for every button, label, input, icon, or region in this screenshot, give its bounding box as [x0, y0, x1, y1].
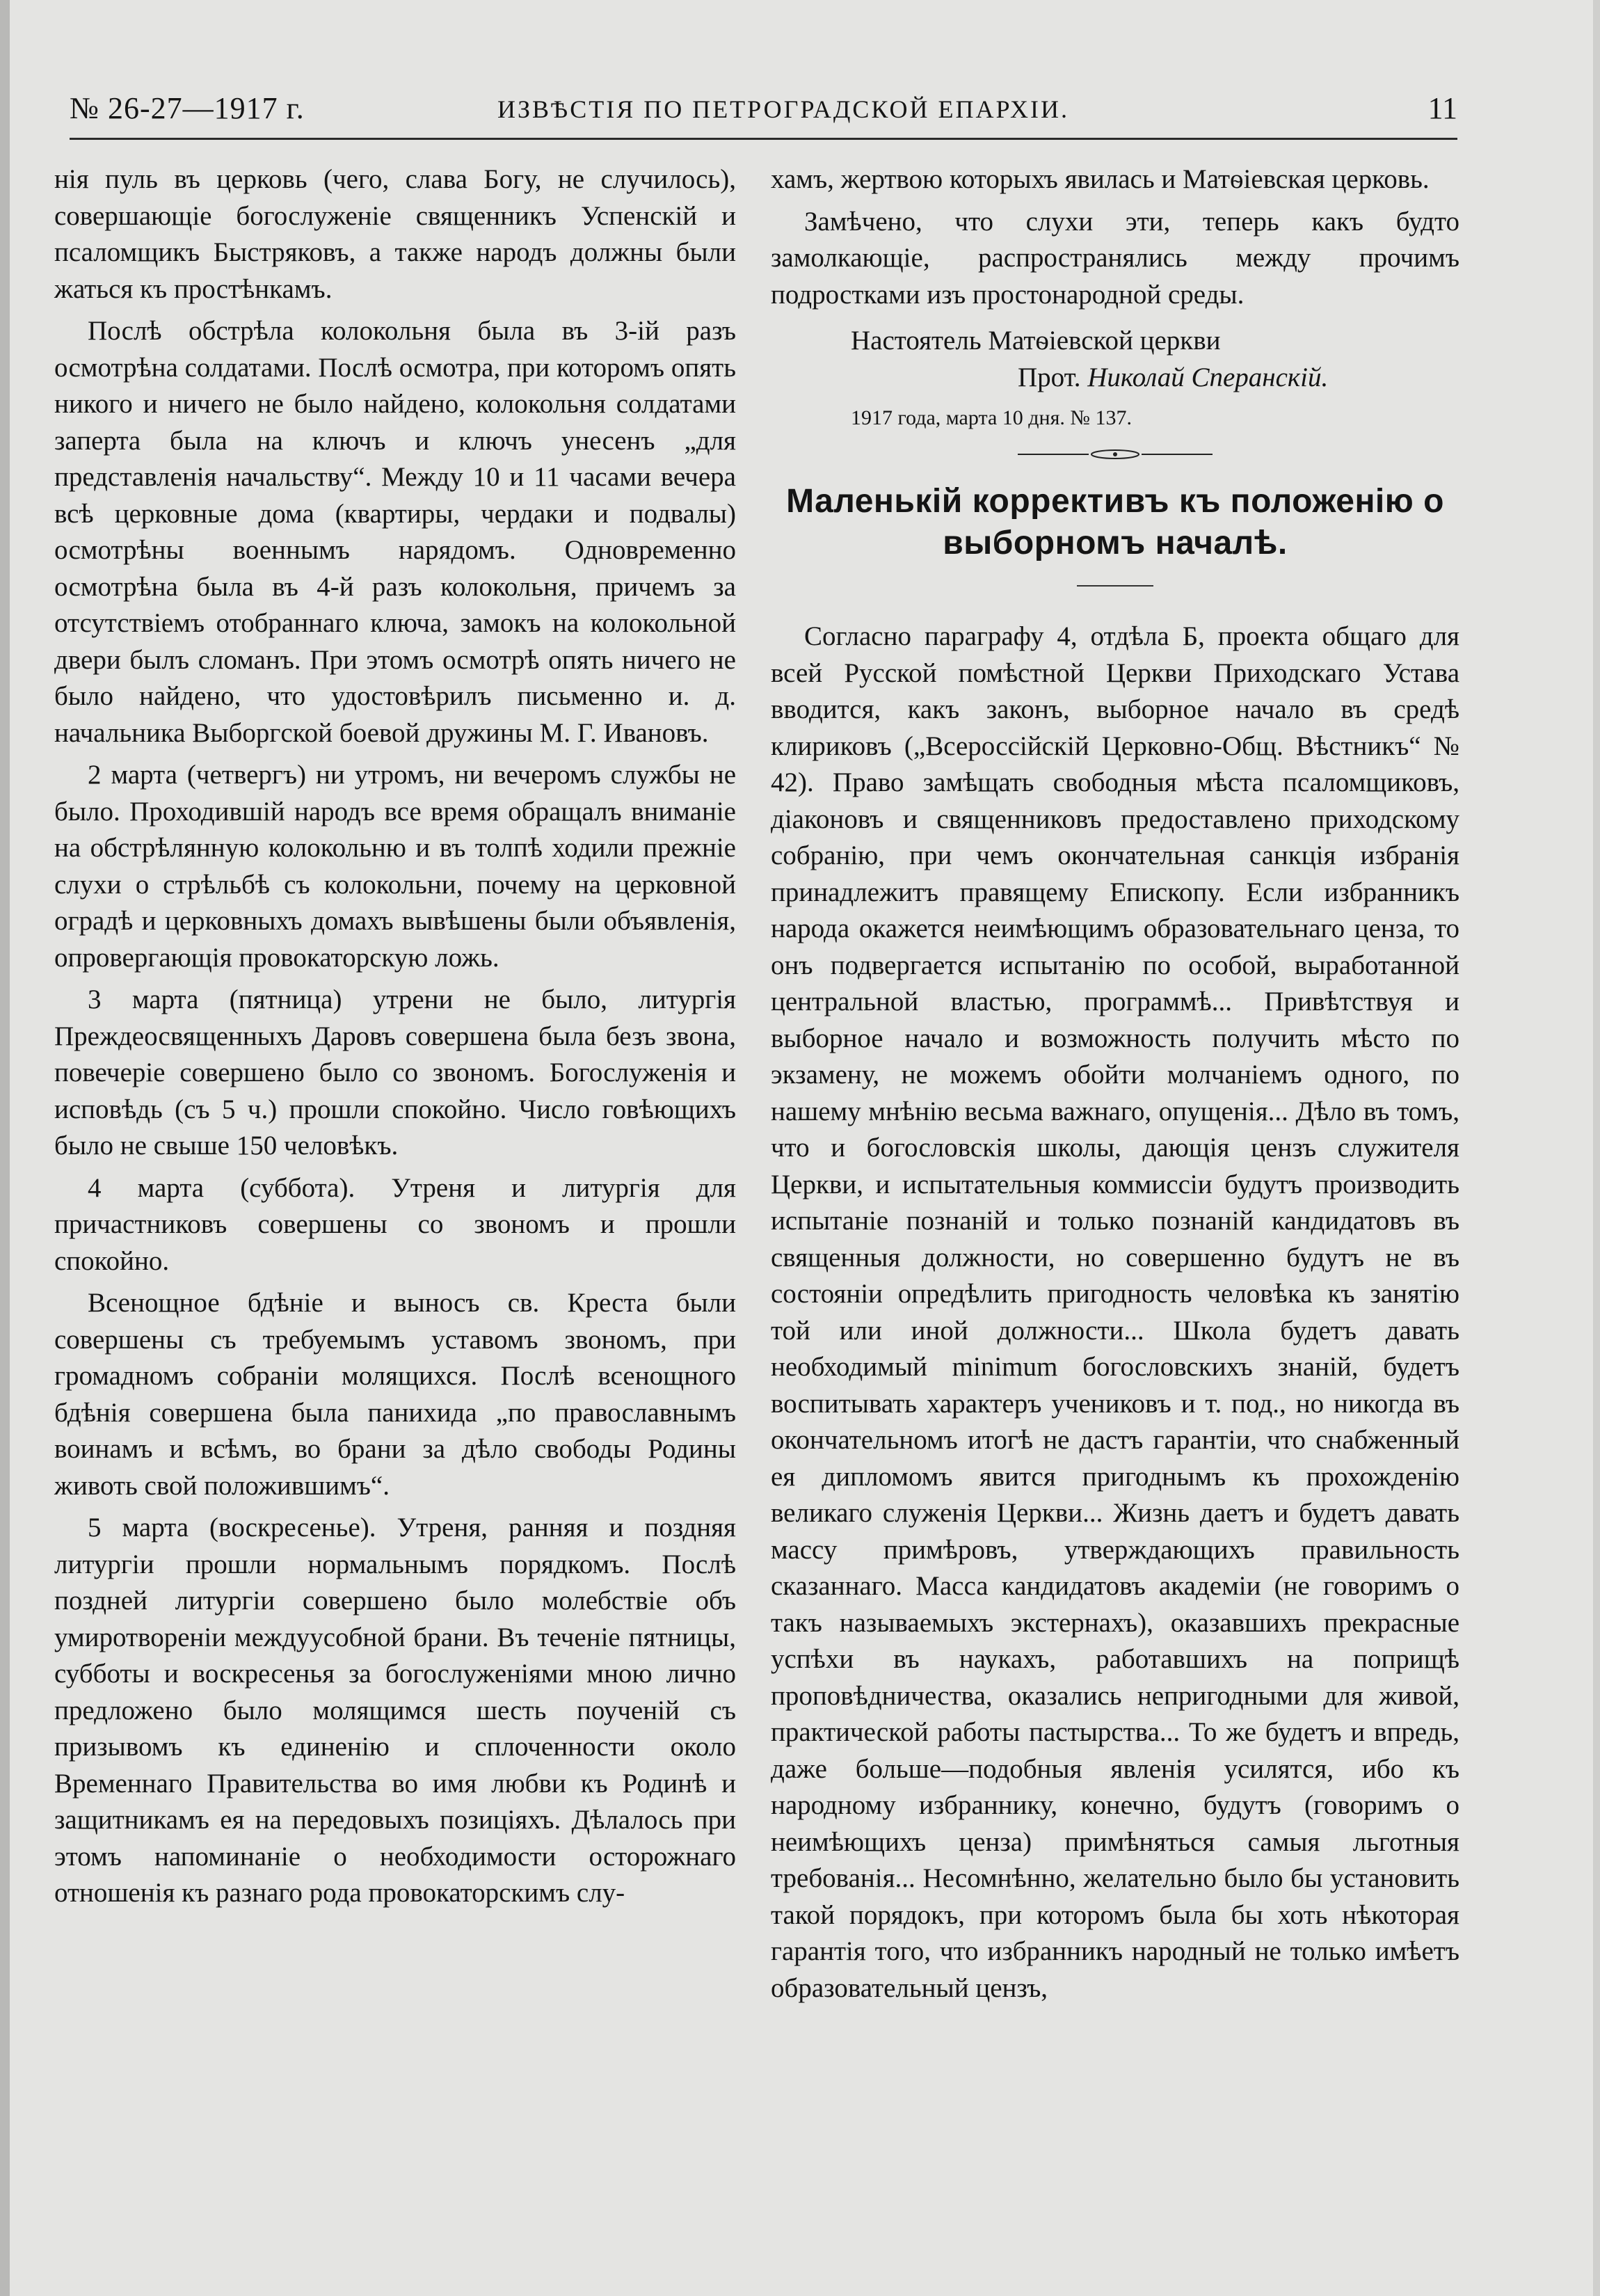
- page-header: [70, 90, 1457, 132]
- header-rule: [70, 138, 1457, 140]
- article-title: Маленькій коррективъ къ положенію о выборномъ началѣ.: [786, 483, 1444, 561]
- page-edge-shadow-right: [1593, 0, 1600, 2296]
- page-number: 11: [1427, 91, 1457, 125]
- ornament-divider: [1011, 447, 1219, 461]
- issue-number: № 26-27—1917 г.: [70, 91, 305, 125]
- right-column: [771, 161, 1459, 2012]
- title-rule: [1077, 585, 1153, 587]
- signature-name-line: [771, 360, 1459, 397]
- left-column: [54, 161, 736, 1918]
- paragraph: 3 марта (пятница) утрени не было, литургія Преждеосвященныхъ Даровъ совершена была безъ звона, повечеріе совершено было со звономъ. Богослуженія и исповѣдь (съ 5 ч.) прошли спокойно. Число говѣющихъ было не свыше 150 человѣкъ.: [54, 984, 736, 1161]
- article-body: Согласно параграфу 4, отдѣла Б, проекта общаго для всей Русской помѣстной Церкви Приходскаго Устава вводится, какъ законъ, выборное начало въ средѣ клириковъ („Всероссійскій Церковно-Общ. Вѣстникъ“ № 42). Право замѣщать свободныя мѣста псаломщиковъ, діаконовъ и священниковъ предоставлено приходскому собранію, при чемъ окончательная санкція избранія принадлежитъ правящему Епископу. Если избранникъ народа окажется неимѣющимъ образовательнаго ценза, то онъ подвергается испытанію по особой, выработанной центральной властью, программѣ... Привѣтствуя и выборное начало и возможность получить мѣсто по экзамену, не можемъ обойти молчаніемъ одного, по нашему мнѣнію весьма важнаго, опущенія... Дѣло въ томъ, что и богословскія школы, дающія цензъ служителя Церкви, и испытательныя коммиссіи будутъ производить испытаніе познаній и только познаній кандидатовъ въ священныя должности, но совершенно будутъ не въ состояніи опредѣлить пригодность человѣка къ занятію той или иной должности... Школа будетъ давать необходимый minimum богословскихъ знаній, будетъ воспитывать характеръ учениковъ и т. под., но никогда въ окончательномъ итогѣ не дастъ гарантіи, что снабженный ея дипломомъ явится пригоднымъ къ прохожденію великаго служенія Церкви... Жизнь даетъ и будетъ давать массу примѣровъ, утверждающихъ правильность сказаннаго. Масса кандидатовъ академіи (не говоримъ о такъ называемыхъ экстернахъ), оказавшихъ прекрасные успѣхи въ наукахъ, работавшихъ на поприщѣ проповѣдничества, оказались непригодными для живой, практической работы пастырства... То же будетъ и впредь, даже больше—подобныя явленія усилятся, ибо къ народному избраннику, конечно, будутъ (говоримъ о неимѣющихъ ценза) примѣняться самыя льготныя требованія... Несомнѣнно, желательно было бы установить такой порядокъ, при которомъ была бы хоть нѣкоторая гарантія того, что избранникъ народный не только имѣетъ образовательный цензъ,: [771, 621, 1459, 2003]
- paragraph: Всенощное бдѣніе и выносъ св. Креста были совершены съ требуемымъ уставомъ звономъ, при громадномъ собраніи молящихся. Послѣ всенощного бдѣнія совершена была панихида „по православнымъ воинамъ и всѣмъ, во брани за дѣло свободы Родины животь свой положившимъ“.: [54, 1288, 736, 1501]
- signature-rank: Прот.: [1018, 362, 1081, 392]
- page-edge-shadow: [0, 0, 10, 2296]
- paragraph: Послѣ обстрѣла колокольня была въ 3-ій разъ осмотрѣна солдатами. Послѣ осмотра, при которомъ опять никого и ничего не было найдено, колокольня солдатами заперта была на ключъ и ключъ унесенъ „для представленія начальству“. Между 10 и 11 часами вечера всѣ церковные дома (квартиры, чердаки и подвалы) осмотрѣны военнымъ нарядомъ. Одновременно осмотрѣна была въ 4-й разъ колокольня, причемъ за отсутствіемъ отобраннаго ключа, замокъ на колокольной двери былъ сломанъ. При этомъ осмотрѣ опять ничего не было найдено, что удостовѣрилъ письменно и. д. начальника Выборгской боевой дружины М. Г. Ивановъ.: [54, 316, 736, 748]
- paragraph: хамъ, жертвою которыхъ явилась и Матѳіевская церковь.: [771, 164, 1430, 194]
- signature-date: 1917 года, марта 10 дня. № 137.: [851, 406, 1133, 429]
- paragraph: 4 марта (суббота). Утреня и литургія для причастниковъ совершены со звономъ и прошли спокойно.: [54, 1172, 736, 1276]
- paragraph: 5 марта (воскресенье). Утреня, ранняя и поздняя литургіи прошли нормальнымъ порядкомъ. Послѣ поздней литургіи совершено было молебствіе объ умиротвореніи междуусобной брани. Въ теченіе пятницы, субботы и воскресенья за богослуженіями мною лично предложено было молящимся шесть поученій съ призывомъ къ единенію и сплоченности около Временнаго Правительства во имя любви къ Родинѣ и защитникамъ ея на передовыхъ позиціяхъ. Дѣлалось при этомъ напоминаніе о необходимости осторожнаго отношенія къ разнаго рода провокаторскимъ слу-: [54, 1513, 736, 1908]
- signature-position: Настоятель Матѳіевской церкви: [851, 326, 1221, 356]
- paragraph: 2 марта (четвергъ) ни утромъ, ни вечеромъ службы не было. Проходившій народъ все время обращалъ вниманіе на обстрѣлянную колокольню и въ толпѣ ходили прежніе слухи о стрѣльбѣ съ колокольни, почему на церковной оградѣ и церковныхъ домахъ вывѣшены были объявленія, опровергающія провокаторскую ложь.: [54, 760, 736, 973]
- paragraph: нія пуль въ церковь (чего, слава Богу, не случилось), совершающіе богослуженіе священникъ Успенскій и псаломщикъ Быстряковъ, а также народъ должны были жаться къ простѣнкамъ.: [54, 164, 736, 304]
- signature-name: Николай Сперанскій.: [1087, 362, 1329, 392]
- journal-title: ИЗВѢСТІЯ ПО ПЕТРОГРАДСКОЙ ЕПАРХІИ.: [497, 95, 1069, 123]
- paragraph: Замѣчено, что слухи эти, теперь какъ будто замолкающіе, распространялись между прочимъ подростками изъ простонародной среды.: [771, 206, 1459, 310]
